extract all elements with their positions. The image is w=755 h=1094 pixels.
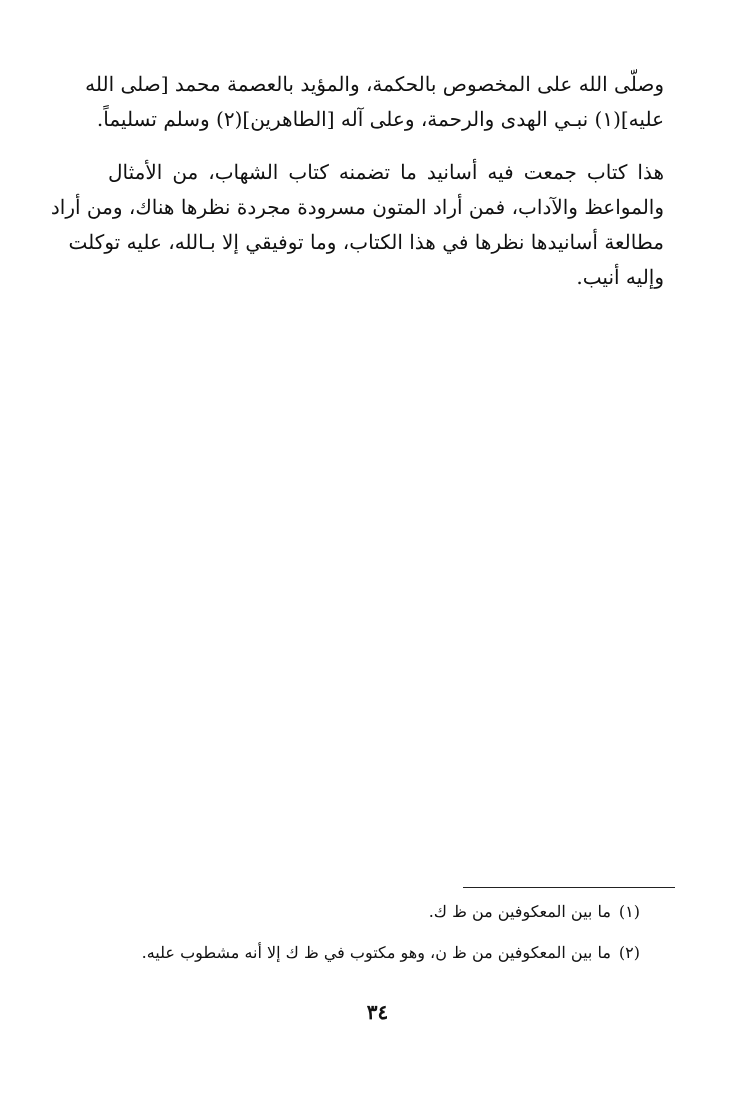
body-line: مطالعة أسانيدها نظرها في هذا الكتاب، وما توفيقي إلا بـالله، عليه توكلت [68, 230, 664, 254]
footnote-text: ما بين المعكوفين من ظ ك. [428, 902, 611, 921]
footnote-divider [463, 887, 675, 888]
opening-paragraph [85, 67, 664, 137]
intro-paragraph [50, 155, 664, 295]
body-line: هذا كتاب جمعت فيه أسانيد ما تضمنه كتاب الشهاب، من الأمثال [108, 160, 664, 184]
body-line: وإليه أنيب. [576, 265, 664, 289]
footnote-text: ما بين المعكوفين من ظ ن، وهو مكتوب في ظ ك إلا أنه مشطوب عليه. [141, 943, 611, 962]
footnote-1 [150, 902, 640, 921]
footnote-number: (١) [618, 902, 640, 921]
footnote-number: (٢) [618, 943, 640, 962]
body-line: عليه](١) نبـي الهدى والرحمة، وعلى آله [الطاهرين](٢) وسلم تسليماً. [96, 107, 664, 131]
footnote-2 [141, 943, 640, 962]
body-line: والمواعظ والآداب، فمن أراد المتون مسرودة مجردة نظرها هناك، ومن أراد [50, 195, 664, 219]
page-number: ٣٤ [366, 1000, 389, 1024]
body-line: وصلّى الله على المخصوص بالحكمة، والمؤيد بالعصمة محمد [صلى الله [85, 72, 664, 96]
